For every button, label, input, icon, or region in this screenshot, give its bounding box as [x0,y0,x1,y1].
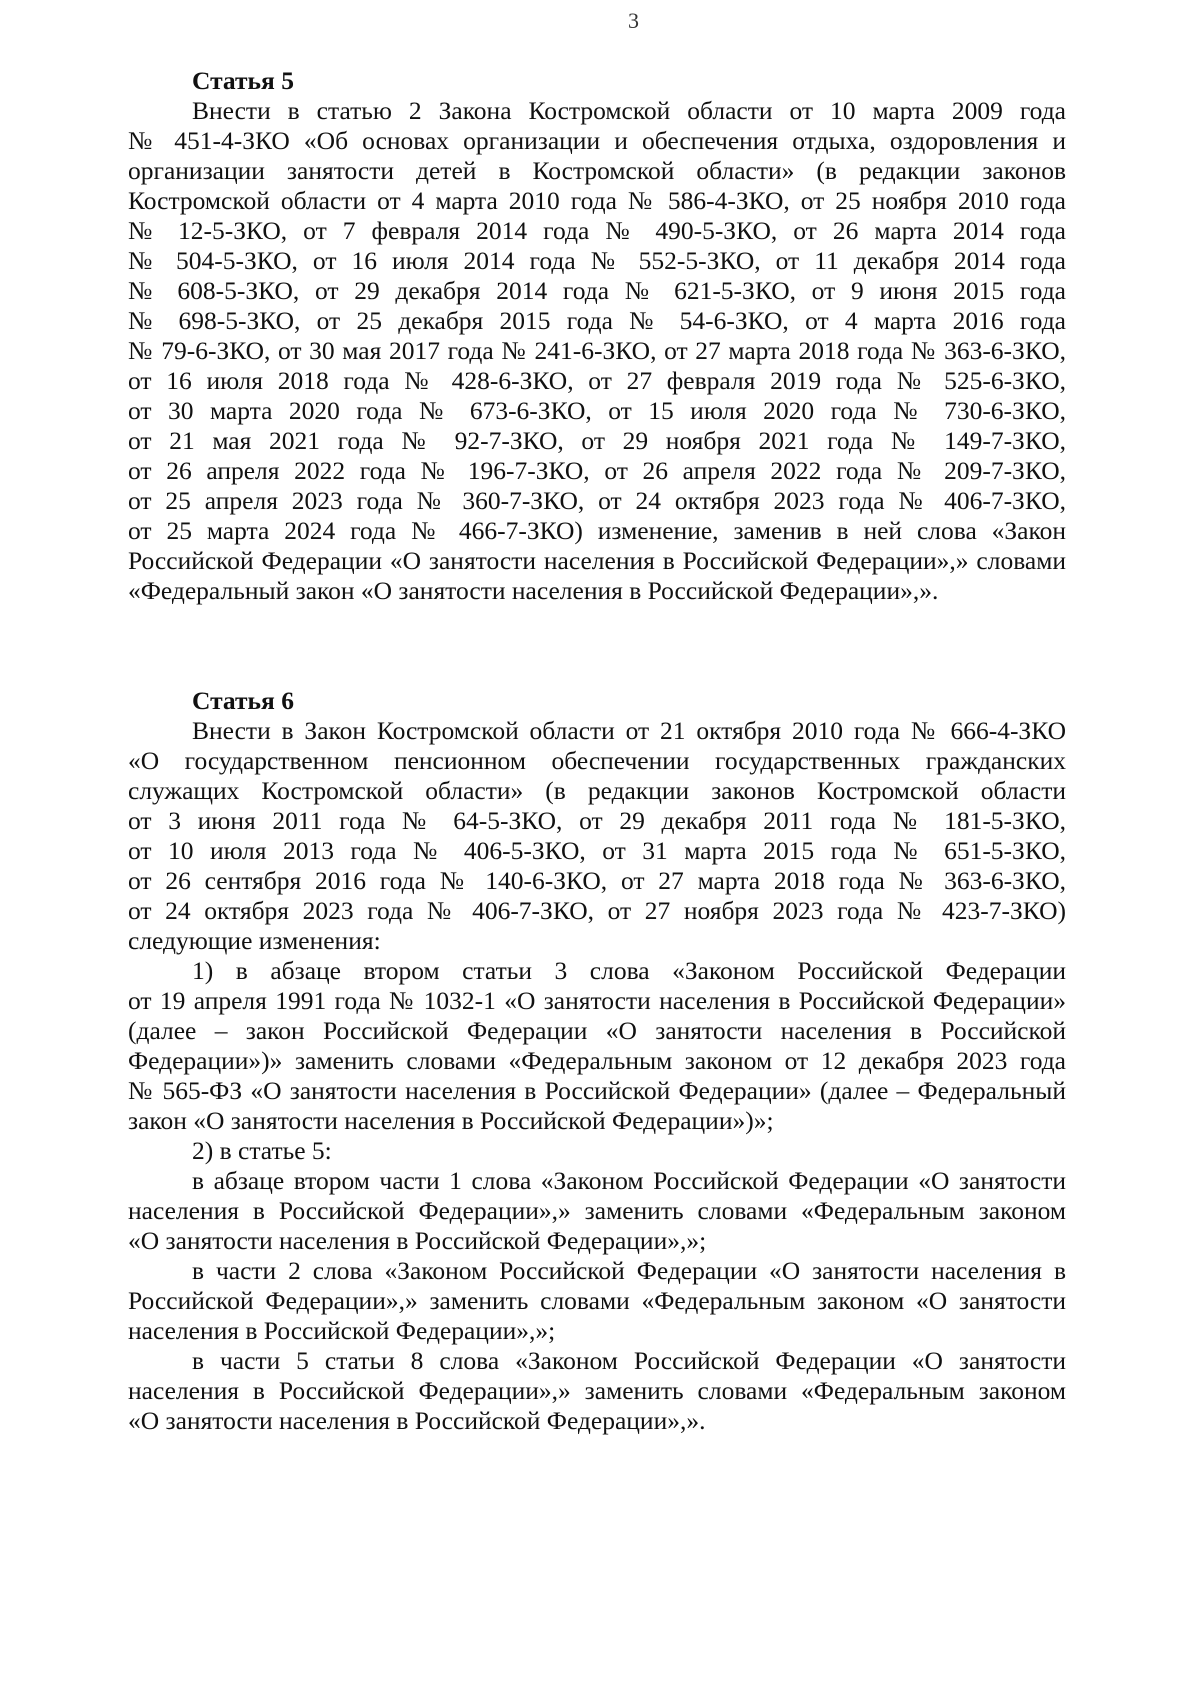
text-line: Федерации»)» заменить словами «Федеральным законом от 12 декабря 2023 года [128,1046,1066,1075]
text-line: от 26 сентября 2016 года № 140-6-ЗКО, от 27 марта 2018 года № 363-6-ЗКО, [128,866,1066,895]
text-line: от 19 апреля 1991 года № 1032-1 «О занятости населения в Российской Федерации» [128,986,1066,1015]
text-line: от 25 апреля 2023 года № 360-7-ЗКО, от 24 октября 2023 года № 406-7-ЗКО, [128,486,1066,515]
text-line: № 698-5-ЗКО, от 25 декабря 2015 года № 54-6-ЗКО, от 4 марта 2016 года [128,306,1066,335]
text-line: Костромской области от 4 марта 2010 года № 586-4-ЗКО, от 25 ноября 2010 года [128,186,1066,215]
text-line: от 3 июня 2011 года № 64-5-ЗКО, от 29 декабря 2011 года № 181-5-ЗКО, [128,806,1066,835]
text-line: «О занятости населения в Российской Федерации»,». [128,1406,706,1435]
text-line: № 608-5-ЗКО, от 29 декабря 2014 года № 621-5-ЗКО, от 9 июня 2015 года [128,276,1066,305]
text-line: в части 5 статьи 8 слова «Законом Российской Федерации «О занятости [192,1346,1066,1375]
text-line: от 30 марта 2020 года № 673-6-ЗКО, от 15 июля 2020 года № 730-6-ЗКО, [128,396,1066,425]
text-line: 1) в абзаце втором статьи 3 слова «Законом Российской Федерации [192,956,1066,985]
text-line: Внести в Закон Костромской области от 21 октября 2010 года № 666-4-ЗКО [192,716,1066,745]
text-line: организации занятости детей в Костромской области» (в редакции законов [128,156,1066,185]
text-line: Российской Федерации»,» заменить словами «Федеральным законом «О занятости [128,1286,1066,1315]
article-6-intro [128,716,1066,956]
text-line: от 24 октября 2023 года № 406-7-ЗКО, от 27 ноября 2023 года № 423-7-ЗКО) [128,896,1066,925]
text-line: населения в Российской Федерации»,» заменить словами «Федеральным законом [128,1376,1066,1405]
text-line: от 16 июля 2018 года № 428-6-ЗКО, от 27 февраля 2019 года № 525-6-ЗКО, [128,366,1066,395]
text-line: (далее – закон Российской Федерации «О занятости населения в Российской [128,1016,1066,1045]
article-6 [128,686,1066,1436]
text-line: «Федеральный закон «О занятости населения в Российской Федерации»,». [128,576,939,605]
text-line: № 12-5-ЗКО, от 7 февраля 2014 года № 490-5-ЗКО, от 26 марта 2014 года [128,216,1066,245]
text-line: населения в Российской Федерации»,»; [128,1316,556,1345]
text-line: от 10 июля 2013 года № 406-5-ЗКО, от 31 марта 2015 года № 651-5-ЗКО, [128,836,1066,865]
text-line: от 26 апреля 2022 года № 196-7-ЗКО, от 26 апреля 2022 года № 209-7-ЗКО, [128,456,1066,485]
text-line: от 21 мая 2021 года № 92-7-ЗКО, от 29 ноября 2021 года № 149-7-ЗКО, [128,426,1066,455]
text-line: от 25 марта 2024 года № 466-7-ЗКО) изменение, заменив в ней слова «Закон [128,516,1066,545]
article-6-item-1 [128,956,1066,1136]
text-line: Российской Федерации «О занятости населения в Российской Федерации»,» словами [128,546,1066,575]
text-line: в части 2 слова «Законом Российской Федерации «О занятости населения в [192,1256,1066,1285]
article-6-item-2-title [128,1136,1066,1166]
article-6-heading: Статья 6 [192,686,294,715]
text-line: Внести в статью 2 Закона Костромской области от 10 марта 2009 года [192,96,1066,125]
article-5 [128,66,1066,606]
article-5-heading: Статья 5 [192,66,294,95]
article-6-item-3 [128,1346,1066,1436]
page-number: 3 [628,8,639,33]
text-line: «О государственном пенсионном обеспечении государственных гражданских [128,746,1066,775]
text-line: № 79-6-ЗКО, от 30 мая 2017 года № 241-6-ЗКО, от 27 марта 2018 года № 363-6-ЗКО, [128,336,1066,365]
article-5-text [128,96,1066,606]
text-line: закон «О занятости населения в Российской Федерации»)»; [128,1106,774,1135]
text-line: 2) в статье 5: [192,1136,332,1165]
text-line: населения в Российской Федерации»,» заменить словами «Федеральным законом [128,1196,1066,1225]
text-line: следующие изменения: [128,926,381,955]
text-line: служащих Костромской области» (в редакции законов Костромской области [128,776,1066,805]
article-6-item-2-part-1 [128,1166,1066,1256]
text-line: «О занятости населения в Российской Федерации»,»; [128,1226,707,1255]
text-line: № 565-ФЗ «О занятости населения в Российской Федерации» (далее – Федеральный [128,1076,1066,1105]
article-6-item-2-part-2 [128,1256,1066,1346]
text-line: № 504-5-ЗКО, от 16 июля 2014 года № 552-5-ЗКО, от 11 декабря 2014 года [128,246,1066,275]
text-line: № 451-4-ЗКО «Об основах организации и обеспечения отдыха, оздоровления и [128,126,1066,155]
text-line: в абзаце втором части 1 слова «Законом Российской Федерации «О занятости [192,1166,1066,1195]
